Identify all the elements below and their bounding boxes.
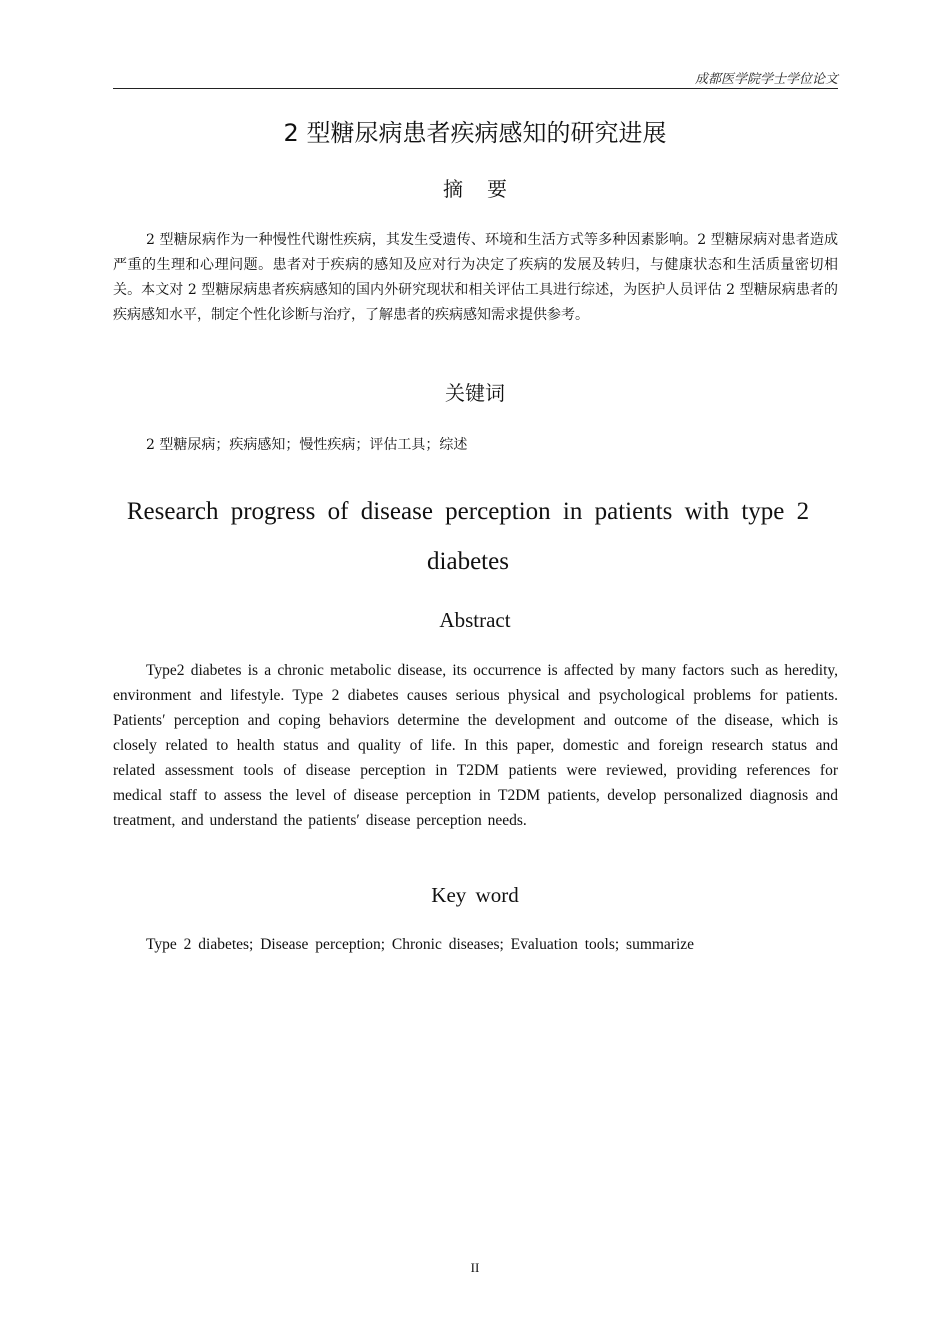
chinese-title: 2 型糖尿病患者疾病感知的研究进展: [283, 119, 667, 147]
english-abstract-text: Type2 diabetes is a chronic metabolic disease, its occurrence is affected by many factors such as heredity, environment and lifestyle. Type 2 diabetes causes serious physical and psychological problems for patients. Patients′ perception and coping behaviors determine the development and outcome of the disease, which is closely related to health status and quality of life. In this paper, domestic and foreign research status and related assessment tools of disease perception in T2DM patients were reviewed, providing references for medical staff to assess the level of disease perception in T2DM patients, develop personalized diagnosis and treatment, and understand the patients′ disease perception needs.: [113, 662, 838, 829]
page-header: [113, 62, 838, 89]
chinese-keywords-heading: 关键词: [445, 381, 505, 405]
chinese-abstract-text: 2 型糖尿病作为一种慢性代谢性疾病，其发生受遗传、环境和生活方式等多种因素影响。2 型糖尿病对患者造成严重的生理和心理问题。患者对于疾病的感知及应对行为决定了疾病的发展及转归，与健康状态和生活质量密切相关。本文对 2 型糖尿病患者疾病感知的国内外研究现状和相关评估工具进行综述，为医护人员评估 2 型糖尿病患者的疾病感知水平，制定个性化诊断与治疗，了解患者的疾病感知需求提供参考。: [113, 232, 838, 323]
chinese-abstract-heading: 摘要: [443, 177, 531, 201]
header-institution: 成都医学院学士学位论文: [694, 72, 838, 87]
english-keywords-heading: Key word: [431, 883, 519, 907]
page-number: II: [470, 1260, 480, 1275]
english-abstract-heading: Abstract: [439, 608, 511, 632]
chinese-keywords: 2 型糖尿病；疾病感知；慢性疾病；评估工具；综述: [146, 437, 468, 453]
english-keywords: Type 2 diabetes; Disease perception; Chronic diseases; Evaluation tools; summarize: [146, 936, 695, 953]
english-title: Research progress of disease perception in patients with type 2 diabetes: [126, 498, 810, 575]
